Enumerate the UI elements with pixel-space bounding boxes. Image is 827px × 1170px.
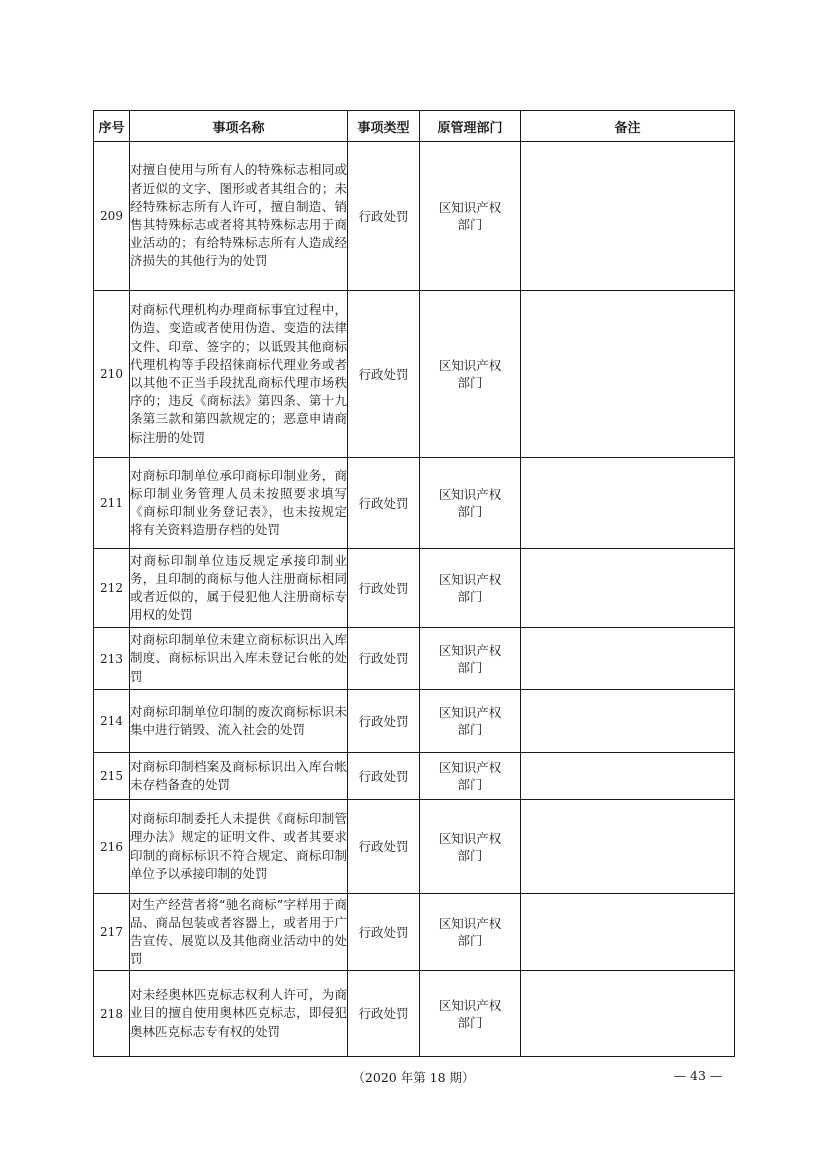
row-seq: 215 bbox=[94, 753, 130, 800]
row-type: 行政处罚 bbox=[348, 800, 420, 894]
row-seq: 212 bbox=[94, 549, 130, 628]
header-type: 事项类型 bbox=[348, 111, 420, 142]
row-seq: 216 bbox=[94, 800, 130, 894]
table-row bbox=[94, 894, 735, 971]
row-dept bbox=[420, 800, 521, 894]
table-row bbox=[94, 142, 735, 291]
row-dept bbox=[420, 753, 521, 800]
row-note bbox=[521, 690, 735, 753]
row-note bbox=[521, 894, 735, 971]
row-dept bbox=[420, 894, 521, 971]
row-name: 对商标印制委托人未提供《商标印制管理办法》规定的证明文件、或者其要求印制的商标标识不符合规定、商标印制单位予以承接印制的处罚 bbox=[130, 800, 348, 894]
header-name: 事项名称 bbox=[130, 111, 348, 142]
administrative-matters-table bbox=[93, 110, 735, 1057]
header-dept: 原管理部门 bbox=[420, 111, 521, 142]
row-type: 行政处罚 bbox=[348, 549, 420, 628]
row-type: 行政处罚 bbox=[348, 628, 420, 690]
table-header-row bbox=[94, 111, 735, 142]
row-seq: 217 bbox=[94, 894, 130, 971]
row-dept-line1: 区知识产权 bbox=[438, 642, 502, 658]
header-seq: 序号 bbox=[94, 111, 130, 142]
row-dept-line1: 区知识产权 bbox=[438, 200, 502, 215]
row-seq: 211 bbox=[94, 458, 130, 549]
row-dept-line1: 区知识产权 bbox=[438, 830, 502, 846]
row-dept bbox=[420, 628, 521, 690]
row-dept-line2: 部门 bbox=[457, 375, 483, 390]
row-name: 对擅自使用与所有人的特殊标志相同或者近似的文字、图形或者其组合的；未经特殊标志所有人许可，擅自制造、销售其特殊标志或者将其特殊标志用于商业活动的；有给特殊标志所有人造成经济损失的其他行为的处罚 bbox=[130, 142, 348, 291]
row-dept-line2: 部门 bbox=[457, 722, 483, 737]
row-note bbox=[521, 971, 735, 1057]
row-type: 行政处罚 bbox=[348, 753, 420, 800]
row-name: 对商标代理机构办理商标事宜过程中，伪造、变造或者使用伪造、变造的法律文件、印章、签字的；以诋毁其他商标代理机构等手段招徕商标代理业务或者以其他不正当手段扰乱商标代理市场秩序的；违反《商标法》第四条、第十九条第三款和第四款规定的；恶意申请商标注册的处罚 bbox=[130, 291, 348, 458]
issue-label: （2020 年第 18 期） bbox=[352, 1070, 475, 1085]
row-name: 对商标印制单位印制的废次商标标识未集中进行销毁、流入社会的处罚 bbox=[130, 690, 348, 753]
table-row bbox=[94, 458, 735, 549]
row-name: 对商标印制单位违反规定承接印制业务，且印制的商标与他人注册商标相同或者近似的，属于侵犯他人注册商标专用权的处罚 bbox=[130, 549, 348, 628]
row-dept-line1: 区知识产权 bbox=[438, 997, 502, 1013]
row-dept-line2: 部门 bbox=[457, 504, 483, 519]
row-name: 对商标印制档案及商标标识出入库台帐未存档备查的处罚 bbox=[130, 753, 348, 800]
row-note bbox=[521, 549, 735, 628]
row-seq: 209 bbox=[94, 142, 130, 291]
row-note bbox=[521, 142, 735, 291]
page-number: — 43 — bbox=[673, 1068, 723, 1083]
row-note bbox=[521, 628, 735, 690]
row-dept bbox=[420, 690, 521, 753]
row-dept-line2: 部门 bbox=[457, 933, 483, 948]
row-dept-line2: 部门 bbox=[457, 589, 483, 604]
row-dept-line1: 区知识产权 bbox=[438, 358, 502, 373]
row-type: 行政处罚 bbox=[348, 690, 420, 753]
row-dept-line1: 区知识产权 bbox=[438, 916, 502, 931]
row-dept-line2: 部门 bbox=[457, 659, 483, 675]
row-dept-line1: 区知识产权 bbox=[438, 487, 502, 502]
row-dept bbox=[420, 291, 521, 458]
table-row bbox=[94, 690, 735, 753]
row-type: 行政处罚 bbox=[348, 291, 420, 458]
row-dept-line2: 部门 bbox=[457, 1014, 483, 1030]
row-dept-line1: 区知识产权 bbox=[438, 705, 502, 720]
row-note bbox=[521, 800, 735, 894]
row-dept bbox=[420, 458, 521, 549]
table-row bbox=[94, 800, 735, 894]
row-note bbox=[521, 291, 735, 458]
row-dept bbox=[420, 971, 521, 1057]
row-name: 对商标印制单位承印商标印制业务，商标印制业务管理人员未按照要求填写《商标印制业务登记表》，也未按规定将有关资料造册存档的处罚 bbox=[130, 458, 348, 549]
row-seq: 210 bbox=[94, 291, 130, 458]
row-type: 行政处罚 bbox=[348, 458, 420, 549]
row-dept-line2: 部门 bbox=[457, 217, 483, 232]
table-row bbox=[94, 291, 735, 458]
table-row bbox=[94, 628, 735, 690]
row-dept-line1: 区知识产权 bbox=[438, 572, 502, 587]
row-name: 对未经奥林匹克标志权利人许可，为商业目的擅自使用奥林匹克标志，即侵犯奥林匹克标志专有权的处罚 bbox=[130, 971, 348, 1057]
row-name: 对商标印制单位未建立商标标识出入库制度、商标标识出入库未登记台帐的处罚 bbox=[130, 628, 348, 690]
row-seq: 218 bbox=[94, 971, 130, 1057]
row-dept-line2: 部门 bbox=[457, 847, 483, 863]
row-dept bbox=[420, 142, 521, 291]
header-note: 备注 bbox=[521, 111, 735, 142]
row-note bbox=[521, 753, 735, 800]
row-type: 行政处罚 bbox=[348, 142, 420, 291]
table-row bbox=[94, 971, 735, 1057]
table-row bbox=[94, 549, 735, 628]
row-type: 行政处罚 bbox=[348, 894, 420, 971]
row-type: 行政处罚 bbox=[348, 971, 420, 1057]
row-name: 对生产经营者将“驰名商标”字样用于商品、商品包装或者容器上，或者用于广告宣传、展览以及其他商业活动中的处罚 bbox=[130, 894, 348, 971]
row-seq: 213 bbox=[94, 628, 130, 690]
row-dept-line1: 区知识产权 bbox=[438, 760, 502, 775]
table-row bbox=[94, 753, 735, 800]
row-note bbox=[521, 458, 735, 549]
row-seq: 214 bbox=[94, 690, 130, 753]
row-dept-line2: 部门 bbox=[457, 777, 483, 792]
row-dept bbox=[420, 549, 521, 628]
